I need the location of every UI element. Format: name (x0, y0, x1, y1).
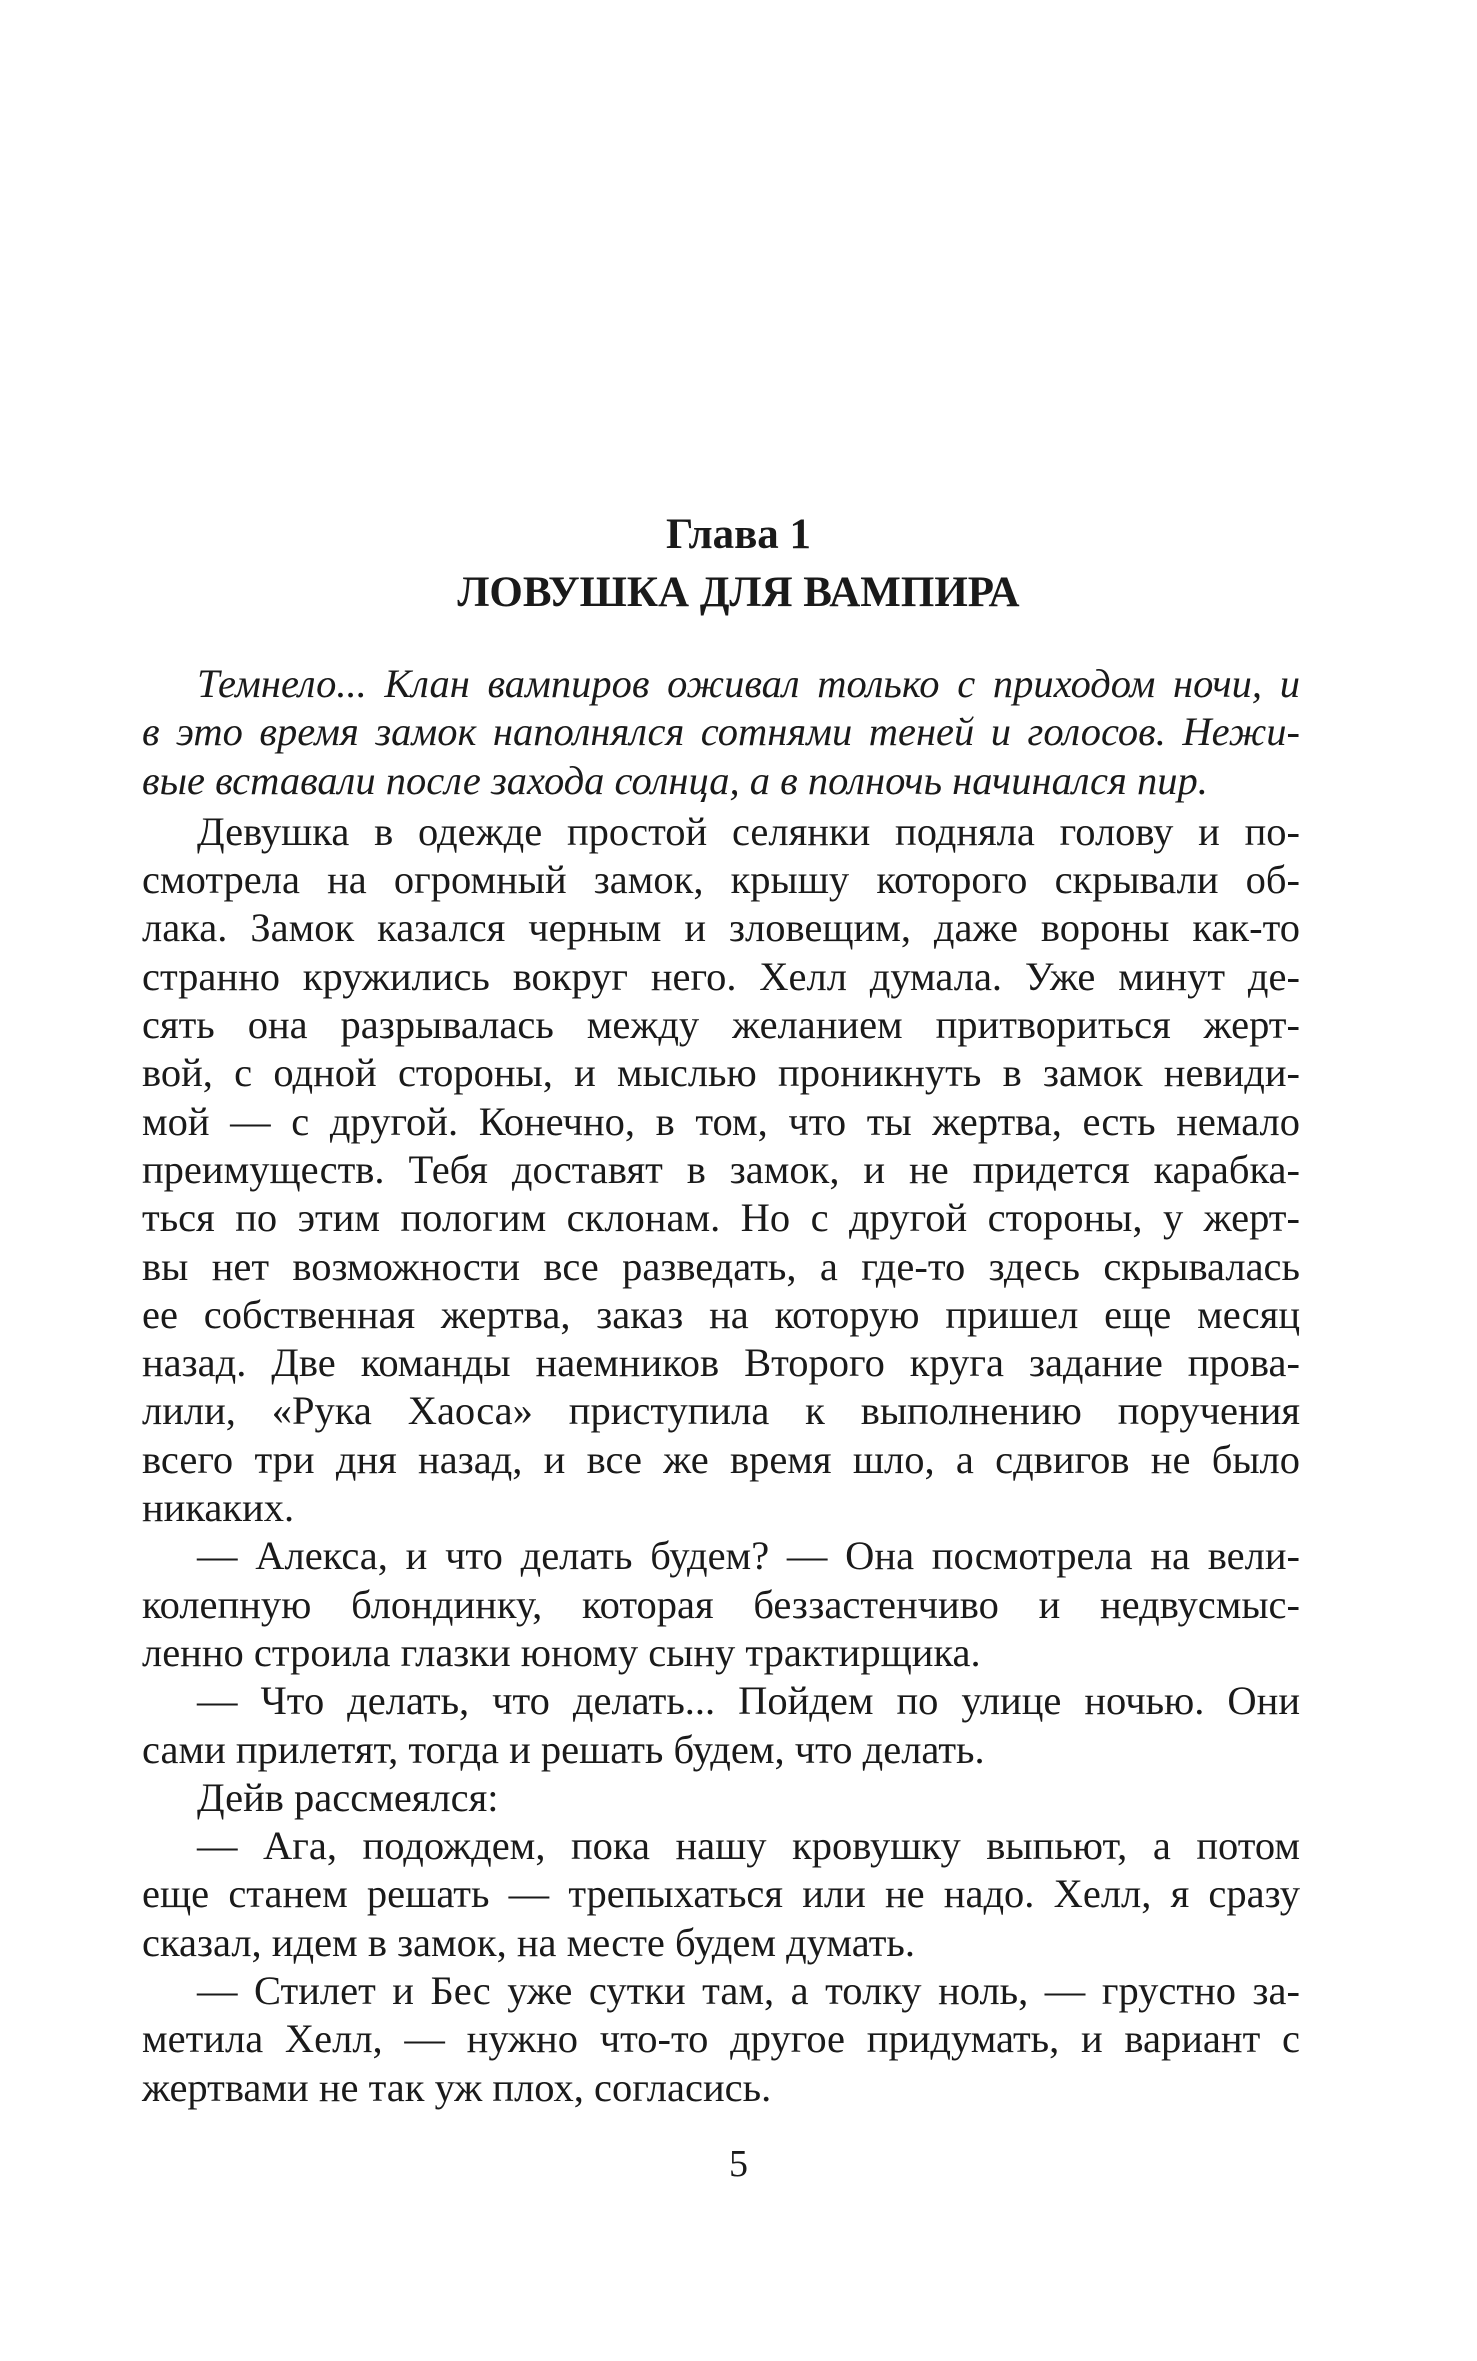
text-line: всего три дня назад, и все же время шло, а сдвигов не было (142, 1436, 1300, 1482)
page-number: 5 (729, 2143, 748, 2185)
text-line: сять она разрывалась между желанием притвориться жерт- (142, 1002, 1300, 1048)
paragraph (142, 1967, 1300, 2112)
body-text (142, 660, 1300, 2112)
paragraph (142, 1532, 1300, 1677)
text-line: назад. Две команды наемников Второго круга задание прова- (142, 1340, 1300, 1386)
text-line: — Что делать, что делать... Пойдем по улице ночью. Они (197, 1678, 1300, 1724)
epigraph-line: вые вставали после захода солнца, а в полночь начинался пир. (142, 757, 1208, 803)
text-line: — Стилет и Бес уже сутки там, а толку ноль, — грустно за- (197, 1968, 1300, 2014)
text-line: сказал, идем в замок, на месте будем думать. (142, 1919, 916, 1965)
text-line: ться по этим пологим склонам. Но с другой стороны, у жерт- (142, 1195, 1300, 1241)
text-line: — Ага, подождем, пока нашу кровушку выпьют, а потом (197, 1823, 1300, 1869)
text-line: колепную блондинку, которая беззастенчиво и недвусмыс- (142, 1581, 1300, 1627)
paragraph (142, 1822, 1300, 1967)
text-line: Дейв рассмеялся: (197, 1774, 499, 1820)
text-line: мой — с другой. Конечно, в том, что ты жертва, есть немало (142, 1098, 1300, 1144)
text-line: преимуществ. Тебя доставят в замок, и не придется карабка- (142, 1146, 1300, 1192)
text-line: ее собственная жертва, заказ на которую пришел еще месяц (142, 1291, 1300, 1337)
chapter-title: ЛОВУШКА ДЛЯ ВАМПИРА (457, 569, 1020, 616)
chapter-number: Глава 1 (665, 511, 812, 558)
text-line: еще станем решать — трепыхаться или не надо. Хелл, я сразу (142, 1871, 1300, 1917)
text-line: вой, с одной стороны, и мыслью проникнуть в замок невиди- (142, 1050, 1300, 1096)
text-line: лили, «Рука Хаоса» приступила к выполнению поручения (142, 1388, 1300, 1434)
text-line: жертвами не так уж плох, согласись. (142, 2064, 772, 2110)
text-line: ленно строила глазки юному сыну трактирщика. (142, 1629, 981, 1675)
text-line: странно кружились вокруг него. Хелл думала. Уже минут де- (142, 953, 1300, 999)
paragraph (142, 1774, 1300, 1822)
text-line: Девушка в одежде простой селянки подняла голову и по- (197, 808, 1300, 854)
epigraph-line: Темнело... Клан вампиров оживал только с приходом ночи, и (197, 661, 1300, 706)
epigraph (142, 660, 1300, 805)
paragraph (142, 1677, 1300, 1774)
text-line: вы нет возможности все разведать, а где-то здесь скрывалась (142, 1243, 1300, 1289)
chapter-heading (0, 506, 1477, 622)
text-line: смотрела на огромный замок, крышу которого скрывали об- (142, 857, 1300, 903)
text-line: лака. Замок казался черным и зловещим, даже вороны как-то (142, 905, 1300, 951)
text-line: никаких. (142, 1485, 295, 1531)
text-line: сами прилетят, тогда и решать будем, что делать. (142, 1726, 985, 1772)
epigraph-line: в это время замок наполнялся сотнями теней и голосов. Нежи- (142, 709, 1300, 755)
paragraph (142, 808, 1300, 1532)
text-line: — Алекса, и что делать будем? — Она посмотрела на вели- (197, 1533, 1300, 1579)
text-line: метила Хелл, — нужно что-то другое придумать, и вариант с (142, 2016, 1300, 2062)
